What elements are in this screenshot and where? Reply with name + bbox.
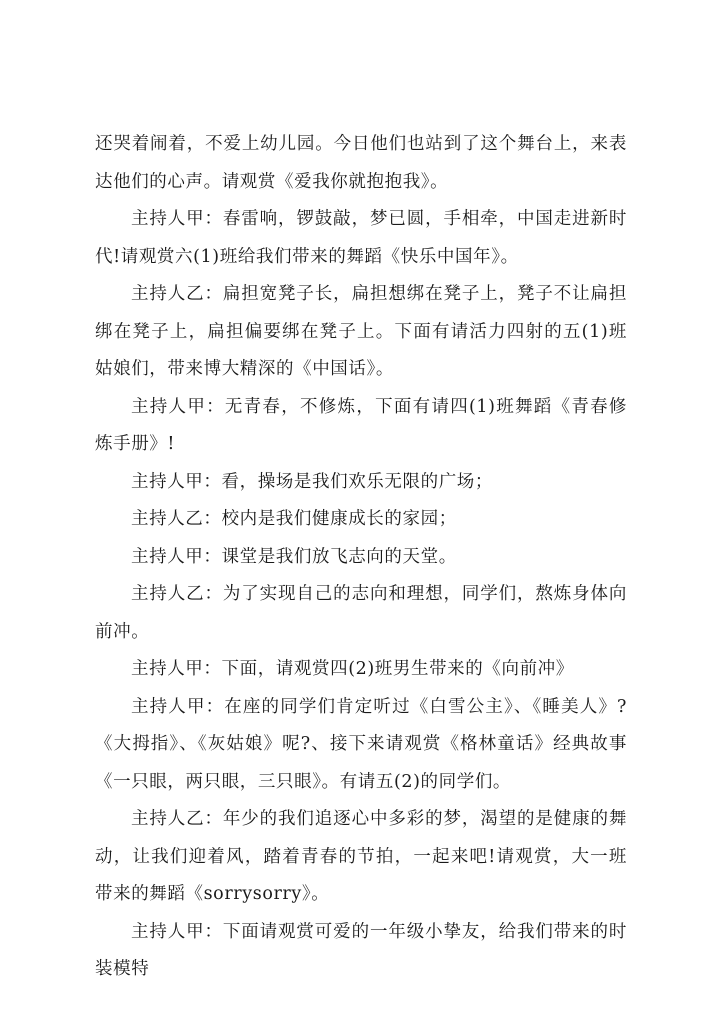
paragraph-9: 主持人甲：下面，请观赏四(2)班男生带来的《向前冲》 <box>131 659 574 679</box>
paragraph-1: 还哭着闹着，不爱上幼儿园。今日他们也站到了这个舞台上，来表达他们的心声。请观赏《爱我你就抱抱我》。 <box>95 134 627 192</box>
paragraph-8: 主持人乙：为了实现自己的志向和理想，同学们，熬炼身体向前冲。 <box>95 584 627 642</box>
paragraph-7: 主持人甲：课堂是我们放飞志向的天堂。 <box>131 546 457 567</box>
paragraph-12: 主持人甲：下面请观赏可爱的一年级小挚友，给我们带来的时装模特 <box>95 921 627 979</box>
paragraph-5: 主持人甲：看，操场是我们欢乐无限的广场； <box>131 471 493 492</box>
paragraph-3: 主持人乙：扁担宽凳子长，扁担想绑在凳子上，凳子不让扁担绑在凳子上，扁担偏要绑在凳子上。下面有请活力四射的五(1)班姑娘们，带来博大精深的《中国话》。 <box>95 284 627 379</box>
paragraph-10: 主持人甲：在座的同学们肯定听过《白雪公主》、《睡美人》?《大拇指》、《灰姑娘》呢?、接下来请观赏《格林童话》经典故事《一只眼，两只眼，三只眼》。有请五(2)的同学们。 <box>95 696 627 792</box>
paragraph-2: 主持人甲：春雷响，锣鼓敲，梦已圆，手相牵，中国走进新时代!请观赏六(1)班给我们带来的舞蹈《快乐中国年》。 <box>95 209 627 267</box>
paragraph-11: 主持人乙：年少的我们追逐心中多彩的梦，渴望的是健康的舞动，让我们迎着风，踏着青春的节拍，一起来吧!请观赏，大一班带来的舞蹈《sorrysorry》。 <box>95 809 627 904</box>
paragraph-6: 主持人乙：校内是我们健康成长的家园； <box>131 509 457 529</box>
document-body <box>95 126 627 989</box>
paragraph-4: 主持人甲：无青春，不修炼，下面有请四(1)班舞蹈《青春修炼手册》! <box>95 396 627 454</box>
